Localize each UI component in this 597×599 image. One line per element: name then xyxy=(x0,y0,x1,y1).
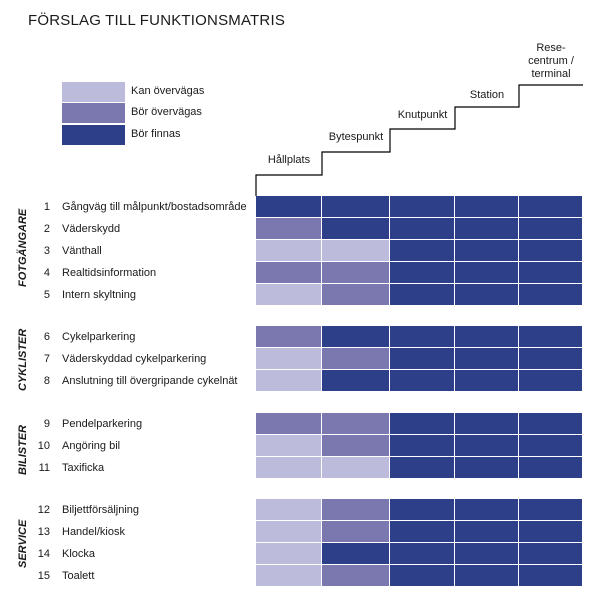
row-number: 12 xyxy=(37,504,50,516)
matrix-cell-bor-overvagas xyxy=(322,348,390,370)
group-label: CYKLISTER xyxy=(17,329,29,392)
matrix-cell-bor-finnas xyxy=(519,218,583,240)
row-label: Taxificka xyxy=(62,462,105,474)
matrix-cell-bor-overvagas xyxy=(322,565,390,587)
matrix-cell-bor-finnas xyxy=(519,326,583,348)
matrix-cell-bor-finnas xyxy=(390,521,455,543)
row-label: Biljettförsäljning xyxy=(62,504,140,516)
matrix-cell-bor-finnas xyxy=(390,326,455,348)
column-header-4: Station xyxy=(469,89,505,101)
column-header-5: Rese- centrum / terminal xyxy=(528,42,574,80)
matrix-cell-bor-finnas xyxy=(519,499,583,521)
row-label: Gångväg till målpunkt/bostadsområde xyxy=(62,201,247,213)
matrix-cell-bor-finnas xyxy=(519,521,583,543)
row-number: 11 xyxy=(38,462,50,474)
matrix-cell-bor-finnas xyxy=(390,348,455,370)
matrix-cell-bor-finnas xyxy=(455,348,519,370)
matrix-cell-bor-finnas xyxy=(390,262,455,284)
matrix-cell-bor-finnas xyxy=(390,435,455,457)
matrix-cell-bor-finnas xyxy=(390,284,455,306)
group-label: SERVICE xyxy=(17,519,29,569)
matrix-cell-bor-finnas xyxy=(455,284,519,306)
matrix-cell-bor-finnas xyxy=(390,413,455,435)
matrix-cell-bor-finnas xyxy=(390,240,455,262)
legend-label: Bör finnas xyxy=(131,128,181,140)
matrix-cell-bor-finnas xyxy=(455,413,519,435)
legend-label: Bör övervägas xyxy=(131,106,202,118)
row-label: Klocka xyxy=(62,548,96,560)
row-label: Anslutning till övergripande cykelnät xyxy=(62,375,238,387)
matrix-cell-bor-finnas xyxy=(519,348,583,370)
matrix-cell-bor-finnas xyxy=(519,435,583,457)
matrix-cell-bor-finnas xyxy=(390,499,455,521)
matrix-cell-bor-finnas xyxy=(322,326,390,348)
matrix-cell-bor-finnas xyxy=(322,196,390,218)
row-number: 4 xyxy=(43,267,50,279)
matrix-cell-bor-finnas xyxy=(390,196,455,218)
row-number: 9 xyxy=(43,418,50,430)
matrix-cell-kan xyxy=(256,521,322,543)
column-header-3: Knutpunkt xyxy=(397,109,448,121)
matrix-cell-bor-finnas xyxy=(390,370,455,392)
row-number: 8 xyxy=(43,375,50,387)
page-title: FÖRSLAG TILL FUNKTIONSMATRIS xyxy=(28,12,286,29)
matrix-cell-bor-finnas xyxy=(455,543,519,565)
matrix-cell-kan xyxy=(322,457,390,479)
matrix-cell-bor-finnas xyxy=(390,543,455,565)
matrix-cell-bor-overvagas xyxy=(322,499,390,521)
matrix-cell-bor-finnas xyxy=(455,240,519,262)
matrix-cell-bor-overvagas xyxy=(322,413,390,435)
matrix-cell-bor-finnas xyxy=(519,543,583,565)
matrix-cell-bor-finnas xyxy=(455,457,519,479)
matrix-cell-bor-finnas xyxy=(455,565,519,587)
row-number: 5 xyxy=(43,289,50,301)
matrix-cell-bor-finnas xyxy=(455,521,519,543)
matrix-cell-bor-finnas xyxy=(390,565,455,587)
matrix-cell-bor-finnas xyxy=(455,435,519,457)
row-number: 15 xyxy=(37,570,50,582)
matrix-cell-kan xyxy=(256,240,322,262)
matrix-cell-bor-finnas xyxy=(519,196,583,218)
matrix-cell-kan xyxy=(256,435,322,457)
matrix-cell-bor-overvagas xyxy=(322,521,390,543)
matrix-cell-bor-finnas xyxy=(519,284,583,306)
matrix-cell-bor-overvagas xyxy=(322,435,390,457)
matrix-cell-kan xyxy=(256,284,322,306)
matrix-cell-bor-finnas xyxy=(322,543,390,565)
matrix-cell-bor-finnas xyxy=(455,218,519,240)
matrix-cell-bor-overvagas xyxy=(322,284,390,306)
row-label: Pendelparkering xyxy=(62,418,143,430)
matrix-cell-bor-finnas xyxy=(519,457,583,479)
row-number: 3 xyxy=(43,245,50,257)
matrix-cell-bor-finnas xyxy=(390,457,455,479)
column-header-1: Hållplats xyxy=(267,154,311,166)
matrix-cell-bor-finnas xyxy=(519,370,583,392)
matrix-cell-kan xyxy=(256,370,322,392)
matrix-cell-kan xyxy=(256,565,322,587)
matrix-cell-bor-finnas xyxy=(455,326,519,348)
row-label: Handel/kiosk xyxy=(62,526,125,538)
row-number: 13 xyxy=(37,526,50,538)
matrix-cell-kan xyxy=(256,457,322,479)
matrix-cell-kan xyxy=(256,499,322,521)
matrix-cell-bor-finnas xyxy=(455,370,519,392)
matrix-cell-bor-finnas xyxy=(455,196,519,218)
matrix-cell-bor-finnas xyxy=(455,262,519,284)
row-number: 7 xyxy=(43,353,50,365)
matrix-cell-bor-overvagas xyxy=(256,413,322,435)
matrix-cell-bor-finnas xyxy=(322,218,390,240)
matrix-cell-kan xyxy=(322,240,390,262)
matrix-cell-bor-finnas xyxy=(519,262,583,284)
row-label: Angöring bil xyxy=(62,440,121,452)
row-label: Realtidsinformation xyxy=(62,267,157,279)
matrix-cell-bor-overvagas xyxy=(256,218,322,240)
matrix-cell-bor-finnas xyxy=(519,413,583,435)
row-number: 1 xyxy=(43,201,50,213)
matrix-cell-bor-finnas xyxy=(256,196,322,218)
row-label: Väderskyddad cykelparkering xyxy=(62,353,207,365)
matrix-cell-bor-finnas xyxy=(519,565,583,587)
row-label: Intern skyltning xyxy=(62,289,136,301)
legend-label: Kan övervägas xyxy=(131,85,205,97)
matrix-cell-kan xyxy=(256,348,322,370)
row-label: Toalett xyxy=(62,570,95,582)
row-label: Vänthall xyxy=(62,245,102,257)
column-header-2: Bytespunkt xyxy=(328,131,384,143)
row-label: Cykelparkering xyxy=(62,331,136,343)
matrix-cell-bor-overvagas xyxy=(256,326,322,348)
matrix-cell-kan xyxy=(256,543,322,565)
matrix-cell-bor-finnas xyxy=(519,240,583,262)
matrix-cell-bor-finnas xyxy=(322,370,390,392)
row-label: Väderskydd xyxy=(62,223,121,235)
row-number: 2 xyxy=(43,223,50,235)
row-number: 6 xyxy=(43,331,50,343)
matrix-cell-bor-overvagas xyxy=(322,262,390,284)
matrix-cell-bor-overvagas xyxy=(256,262,322,284)
group-label: BILISTER xyxy=(17,424,29,475)
row-number: 14 xyxy=(37,548,50,560)
row-number: 10 xyxy=(37,440,50,452)
group-label: FOTGÄNGARE xyxy=(17,208,29,287)
matrix-cell-bor-finnas xyxy=(455,499,519,521)
matrix-cell-bor-finnas xyxy=(390,218,455,240)
